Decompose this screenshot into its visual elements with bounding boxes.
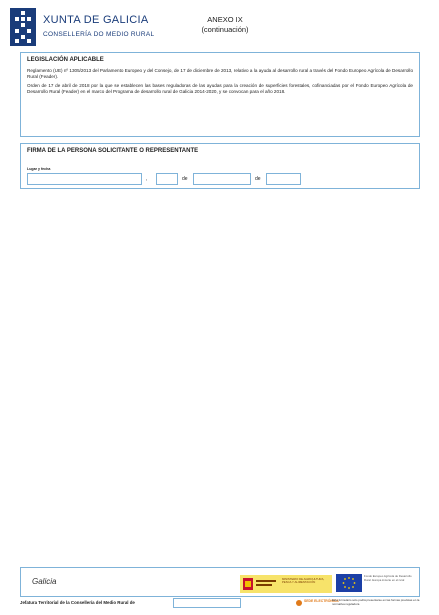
annex-subtitle: (continuación) (201, 25, 249, 34)
signature-section (20, 143, 420, 189)
galicia-logo: Galicia (32, 577, 57, 586)
de-separator-2: de (255, 176, 261, 182)
eu-fund-text: Fondo Europeo Agrícola de Desarrollo Rural. Europa invierte en el rural (364, 574, 412, 582)
org-department: CONSELLERÍA DO MEDIO RURAL (43, 31, 155, 38)
annex-heading (175, 15, 275, 35)
spain-government-logo-icon (240, 575, 280, 593)
legislation-title: LEGISLACIÓN APLICABLE (27, 57, 104, 63)
eu-flag-icon (336, 574, 362, 592)
legislation-paragraph-2: Orden de 17 de abril de 2018 por la que se establecen las bases reguladoras de las ayudas para la creación de superficies forestales, cofinanciadas por el Fondo Europeo Agrícola de Desarrollo Rural (Feader) en el marco del Programa de desarrollo rural de Galicia 2014-2020, y se convocan para el año 2018. (27, 83, 413, 95)
comma-separator: , (146, 176, 148, 182)
sede-label: SEDE ELECTRÓNICA (304, 599, 339, 603)
office-label: Jefatura Territorial de la Consellería del Medio Rural de (20, 600, 135, 605)
sede-electronica-icon (296, 600, 302, 606)
place-date-label: Lugar y fecha (27, 167, 51, 171)
xunta-logo-icon (10, 8, 36, 46)
ministry-text: MINISTERIO DE AGRICULTURA, PESCA Y ALIMENTACIÓN (282, 577, 325, 585)
org-name: XUNTA DE GALICIA (43, 14, 149, 26)
de-separator-1: de (182, 176, 188, 182)
place-field[interactable] (27, 173, 142, 185)
signature-title: FIRMA DE LA PERSONA SOLICITANTE O REPRESENTANTE (27, 148, 199, 154)
legislation-paragraph-1: Reglamento (UE) nº 1305/2013 del Parlamento Europeo y del Consejo, de 17 de diciembre de 2013, relativo a la ayuda al desarrollo rural a través del Fondo Europeo Agrícola de Desarrollo Rural (Feader). (27, 68, 413, 80)
day-field[interactable] (156, 173, 178, 185)
legislation-section (20, 52, 420, 137)
office-field[interactable] (173, 598, 241, 608)
sede-description: Este formulario solo podrá presentarse en las formas previstas en la normativa reguladora (332, 598, 420, 606)
month-field[interactable] (193, 173, 251, 185)
year-field[interactable] (266, 173, 301, 185)
annex-title: ANEXO IX (207, 15, 243, 24)
